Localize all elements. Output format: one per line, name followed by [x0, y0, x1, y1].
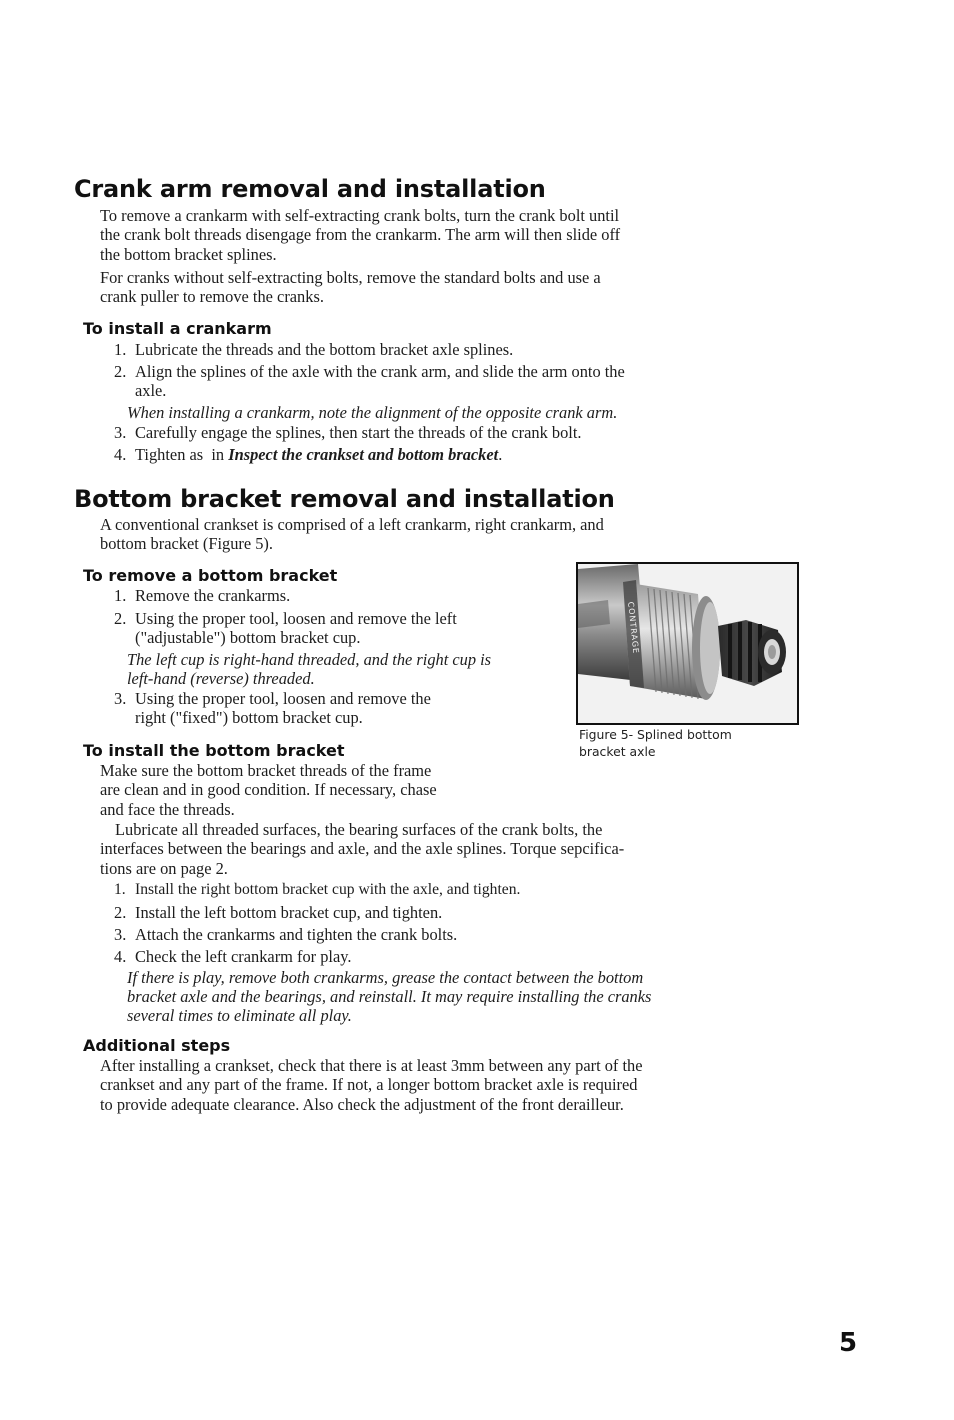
- lubricate-paragraph: [100, 820, 624, 878]
- step-text: Attach the crankarms and tighten the crank bolts.: [135, 925, 458, 944]
- text-line: Make sure the bottom bracket threads of the frame: [100, 761, 432, 780]
- frame-threads-paragraph: [100, 761, 437, 819]
- figure-splined-bottom-bracket: [576, 562, 799, 725]
- brand-text: CONTRAGE: [626, 601, 641, 655]
- step-text: Install the right bottom bracket cup with the axle, and tighten.: [135, 881, 521, 898]
- step-number: 3.: [114, 689, 127, 708]
- text-line: For cranks without self-extracting bolts, remove the standard bolts and use a: [100, 268, 601, 287]
- step-text-end: .: [498, 445, 503, 464]
- list-item: [114, 903, 442, 922]
- list-item: [114, 586, 290, 605]
- step-text: Using the proper tool, loosen and remove the left: [135, 609, 457, 628]
- text-line: bottom bracket (Figure 5).: [100, 534, 273, 554]
- step-text: Install the left bottom bracket cup, and tighten.: [135, 903, 443, 922]
- step-text-continued: ("adjustable") bottom bracket cup.: [135, 628, 361, 648]
- step-text-continued: right ("fixed") bottom bracket cup.: [135, 708, 363, 728]
- list-item: [114, 423, 582, 442]
- text-line: A conventional crankset is comprised of a left crankarm, right crankarm, and: [100, 515, 604, 534]
- subheading-additional-steps: Additional steps: [83, 1036, 231, 1055]
- list-item: [114, 689, 431, 728]
- subheading-install-bottom-bracket: To install the bottom bracket: [83, 741, 345, 760]
- step-number: 3.: [114, 925, 127, 944]
- list-item: [114, 445, 502, 464]
- text-line: interfaces between the bearings and axle, and the axle splines. Torque sepcifica-: [100, 839, 625, 859]
- subheading-install-crankarm: To install a crankarm: [83, 319, 272, 338]
- step-number: 2.: [114, 609, 127, 628]
- step-number: 1.: [114, 340, 127, 359]
- list-item: [114, 947, 351, 966]
- section-title-bottom-bracket: Bottom bracket removal and installation: [74, 485, 615, 513]
- step-number: 3.: [114, 423, 127, 442]
- text-line: crank puller to remove the cranks.: [100, 287, 324, 307]
- cup-threading-note: [127, 650, 491, 688]
- step-number: 4.: [114, 947, 127, 966]
- caption-line: bracket axle: [579, 744, 656, 759]
- text-line: The left cup is right-hand threaded, and the right cup is: [127, 650, 492, 669]
- text-line: the crank bolt threads disengage from the crankarm. The arm will then slide off: [100, 225, 621, 245]
- step-number: 2.: [114, 362, 127, 381]
- list-item: [114, 340, 513, 359]
- text-line: are clean and in good condition. If necessary, chase: [100, 780, 437, 800]
- list-item: [114, 609, 457, 648]
- text-line: the bottom bracket splines.: [100, 244, 277, 264]
- list-item: [114, 362, 625, 401]
- list-item: [114, 880, 520, 899]
- crankarm-alignment-note: When installing a crankarm, note the alignment of the opposite crank arm.: [127, 403, 618, 422]
- caption-line: Figure 5- Splined bottom: [579, 727, 732, 742]
- bottom-bracket-photo: [578, 564, 797, 723]
- text-line: Lubricate all threaded surfaces, the bearing surfaces of the crank bolts, the: [115, 820, 603, 839]
- step-text: Using the proper tool, loosen and remove the: [135, 689, 431, 708]
- step-number: 1.: [114, 586, 127, 605]
- step-text: Remove the crankarms.: [135, 586, 291, 605]
- play-check-note: [127, 968, 651, 1025]
- crank-removal-paragraph: [100, 206, 620, 264]
- step-number: 2.: [114, 903, 127, 922]
- additional-steps-paragraph: [100, 1056, 643, 1114]
- step-number: 4.: [114, 445, 127, 464]
- step-text: Carefully engage the splines, then start the threads of the crank bolt.: [135, 423, 582, 442]
- text-line: crankset and any part of the frame. If not, a longer bottom bracket axle is required: [100, 1075, 638, 1095]
- text-line: to provide adequate clearance. Also check the adjustment of the front derailleur.: [100, 1094, 624, 1114]
- text-line: and face the threads.: [100, 799, 235, 819]
- text-line: bracket axle and the bearings, and reinstall. It may require installing the cranks: [127, 987, 652, 1006]
- step-number: 1.: [114, 881, 126, 898]
- text-line: tions are on page 2.: [100, 858, 228, 878]
- text-line: After installing a crankset, check that there is at least 3mm between any part of the: [100, 1056, 643, 1075]
- step-text: Check the left crankarm for play.: [135, 947, 352, 966]
- section-title-crank-arm: Crank arm removal and installation: [74, 175, 546, 203]
- step-text: Align the splines of the axle with the crank arm, and slide the arm onto the: [135, 362, 625, 381]
- text-line: To remove a crankarm with self-extracting crank bolts, turn the crank bolt until: [100, 206, 620, 225]
- list-item: [114, 925, 457, 944]
- text-line: several times to eliminate all play.: [127, 1006, 352, 1025]
- page-number: 5: [839, 1328, 858, 1358]
- text-line: If there is play, remove both crankarms, grease the contact between the bottom: [127, 968, 644, 987]
- cross-reference: Inspect the crankset and bottom bracket: [228, 445, 499, 464]
- crank-puller-paragraph: [100, 268, 601, 307]
- figure-caption: [579, 726, 732, 760]
- step-text-continued: axle.: [135, 381, 167, 401]
- step-text: Tighten as in: [135, 445, 229, 464]
- text-line: left-hand (reverse) threaded.: [127, 669, 315, 688]
- bottom-bracket-intro: [100, 515, 604, 554]
- subheading-remove-bottom-bracket: To remove a bottom bracket: [83, 566, 338, 585]
- step-text: Lubricate the threads and the bottom bracket axle splines.: [135, 340, 514, 359]
